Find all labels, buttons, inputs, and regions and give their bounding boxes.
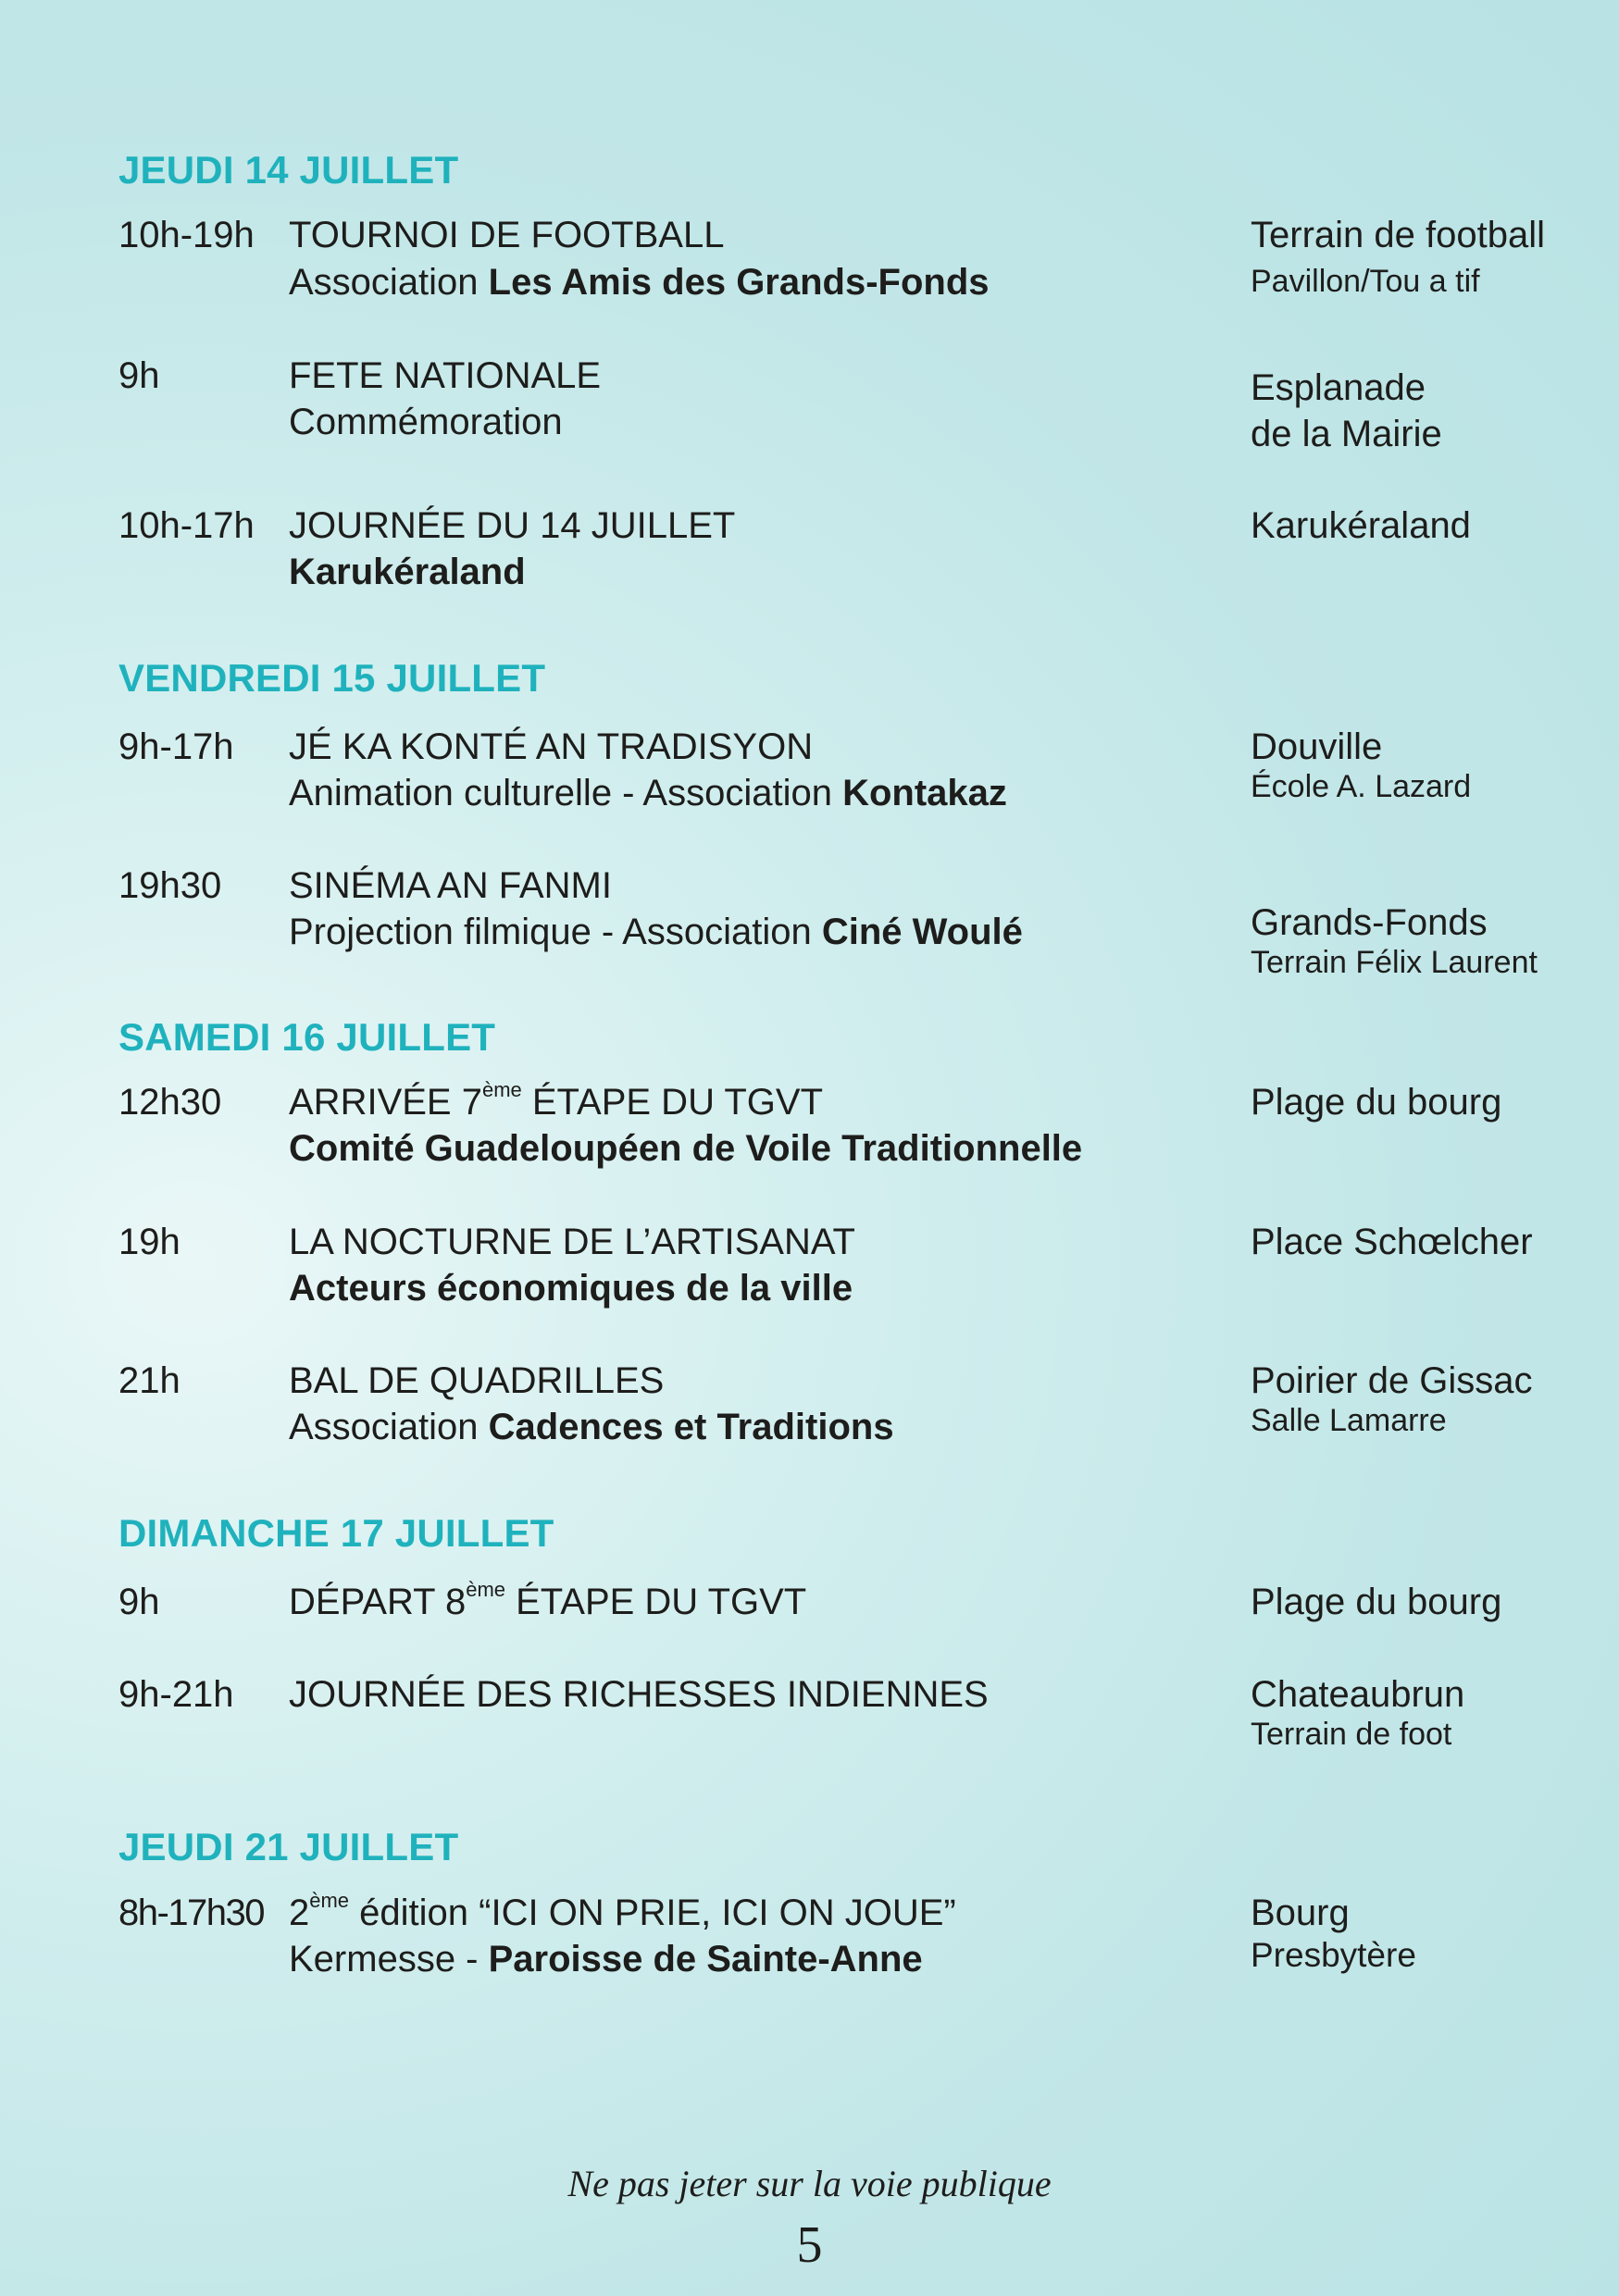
organizer-name: Acteurs économiques de la ville [289, 1268, 853, 1309]
event-organizer [289, 553, 526, 590]
title-text: ARRIVÉE 7 [289, 1082, 482, 1123]
event-organizer [289, 1941, 923, 1978]
organizer-prefix: Projection filmique - Association [289, 912, 822, 952]
organizer-name: Paroisse de Sainte-Anne [488, 1939, 923, 1980]
day-heading: VENDREDI 15 JUILLET [118, 656, 546, 700]
ordinal-suffix: ème [309, 1889, 350, 1912]
event-location: Plage du bourg [1251, 1582, 1502, 1622]
event-location-detail: École A. Lazard [1251, 769, 1472, 804]
organizer-name: Karukéraland [289, 552, 526, 592]
event-location-detail: de la Mairie [1251, 414, 1442, 454]
event-time: 19h [118, 1222, 181, 1262]
event-time: 9h [118, 355, 160, 396]
event-location: Chateaubrun [1251, 1674, 1465, 1715]
event-location: Place Schœlcher [1251, 1222, 1533, 1262]
day-heading: JEUDI 21 JUILLET [118, 1825, 459, 1868]
event-location-detail: Terrain de foot [1251, 1717, 1452, 1752]
organizer-name: Kontakaz [842, 773, 1007, 813]
organizer-prefix: Commémoration [289, 402, 563, 442]
organizer-name: Ciné Woulé [821, 912, 1023, 952]
event-time: 9h [118, 1582, 160, 1622]
event-title: SINÉMA AN FANMI [289, 865, 612, 906]
ordinal-suffix: ème [466, 1578, 505, 1601]
organizer-prefix: Kermesse - [289, 1939, 489, 1980]
event-organizer [289, 1130, 1082, 1167]
event-title: TOURNOI DE FOOTBALL [289, 215, 725, 255]
event-time: 10h-19h [118, 215, 255, 255]
day-heading: JEUDI 14 JUILLET [118, 148, 459, 192]
event-time: 21h [118, 1360, 181, 1401]
organizer-prefix: Association [289, 1407, 489, 1447]
event-title: JOURNÉE DES RICHESSES INDIENNES [289, 1674, 989, 1715]
event-location-detail: Pavillon/Tou a tif [1251, 264, 1480, 299]
event-time: 10h-17h [118, 505, 255, 546]
event-location: Esplanade [1251, 367, 1426, 408]
event-location: Douville [1251, 726, 1383, 767]
event-organizer [289, 775, 1007, 812]
event-time: 8h-17h30 [118, 1893, 265, 1933]
event-title: JÉ KA KONTÉ AN TRADISYON [289, 726, 814, 767]
event-location: Grands-Fonds [1251, 902, 1488, 943]
day-heading: SAMEDI 16 JUILLET [118, 1015, 496, 1059]
event-title [289, 1578, 807, 1622]
event-location-detail: Salle Lamarre [1251, 1403, 1447, 1438]
event-organizer [289, 403, 563, 441]
event-time: 12h30 [118, 1082, 222, 1123]
title-text: ÉTAPE DU TGVT [521, 1082, 823, 1123]
event-time: 9h-21h [118, 1674, 234, 1715]
event-title: FETE NATIONALE [289, 355, 602, 396]
event-title: LA NOCTURNE DE L’ARTISANAT [289, 1222, 855, 1262]
organizer-name: Cadences et Traditions [488, 1407, 894, 1447]
event-location: Bourg [1251, 1893, 1350, 1933]
event-location-detail: Presbytère [1251, 1936, 1416, 1974]
event-location-detail: Terrain Félix Laurent [1251, 945, 1538, 980]
page-number: 5 [796, 2216, 823, 2274]
event-organizer [289, 1270, 853, 1307]
title-text: DÉPART 8 [289, 1582, 467, 1622]
event-organizer [289, 264, 990, 301]
ordinal-suffix: ème [481, 1078, 522, 1101]
day-heading: DIMANCHE 17 JUILLET [118, 1511, 554, 1555]
event-location: Terrain de football [1251, 215, 1545, 255]
title-text: ÉTAPE DU TGVT [505, 1582, 807, 1622]
event-time: 9h-17h [118, 726, 234, 767]
footer-note: Ne pas jeter sur la voie publique [567, 2163, 1052, 2204]
organizer-prefix: Animation culturelle - Association [289, 773, 843, 813]
event-title [289, 1078, 823, 1123]
event-title [289, 1889, 956, 1933]
event-time: 19h30 [118, 865, 222, 906]
event-location: Karukéraland [1251, 505, 1471, 546]
event-location: Poirier de Gissac [1251, 1360, 1533, 1401]
organizer-name: Comité Guadeloupéen de Voile Traditionnelle [289, 1128, 1083, 1169]
event-title: JOURNÉE DU 14 JUILLET [289, 505, 736, 546]
event-organizer [289, 913, 1023, 950]
title-text: 2 [289, 1893, 310, 1933]
event-title: BAL DE QUADRILLES [289, 1360, 665, 1401]
organizer-prefix: Association [289, 262, 489, 303]
event-organizer [289, 1409, 894, 1446]
event-location: Plage du bourg [1251, 1082, 1502, 1123]
organizer-name: Les Amis des Grands-Fonds [488, 262, 990, 303]
title-text: édition “ICI ON PRIE, ICI ON JOUE” [349, 1893, 956, 1933]
